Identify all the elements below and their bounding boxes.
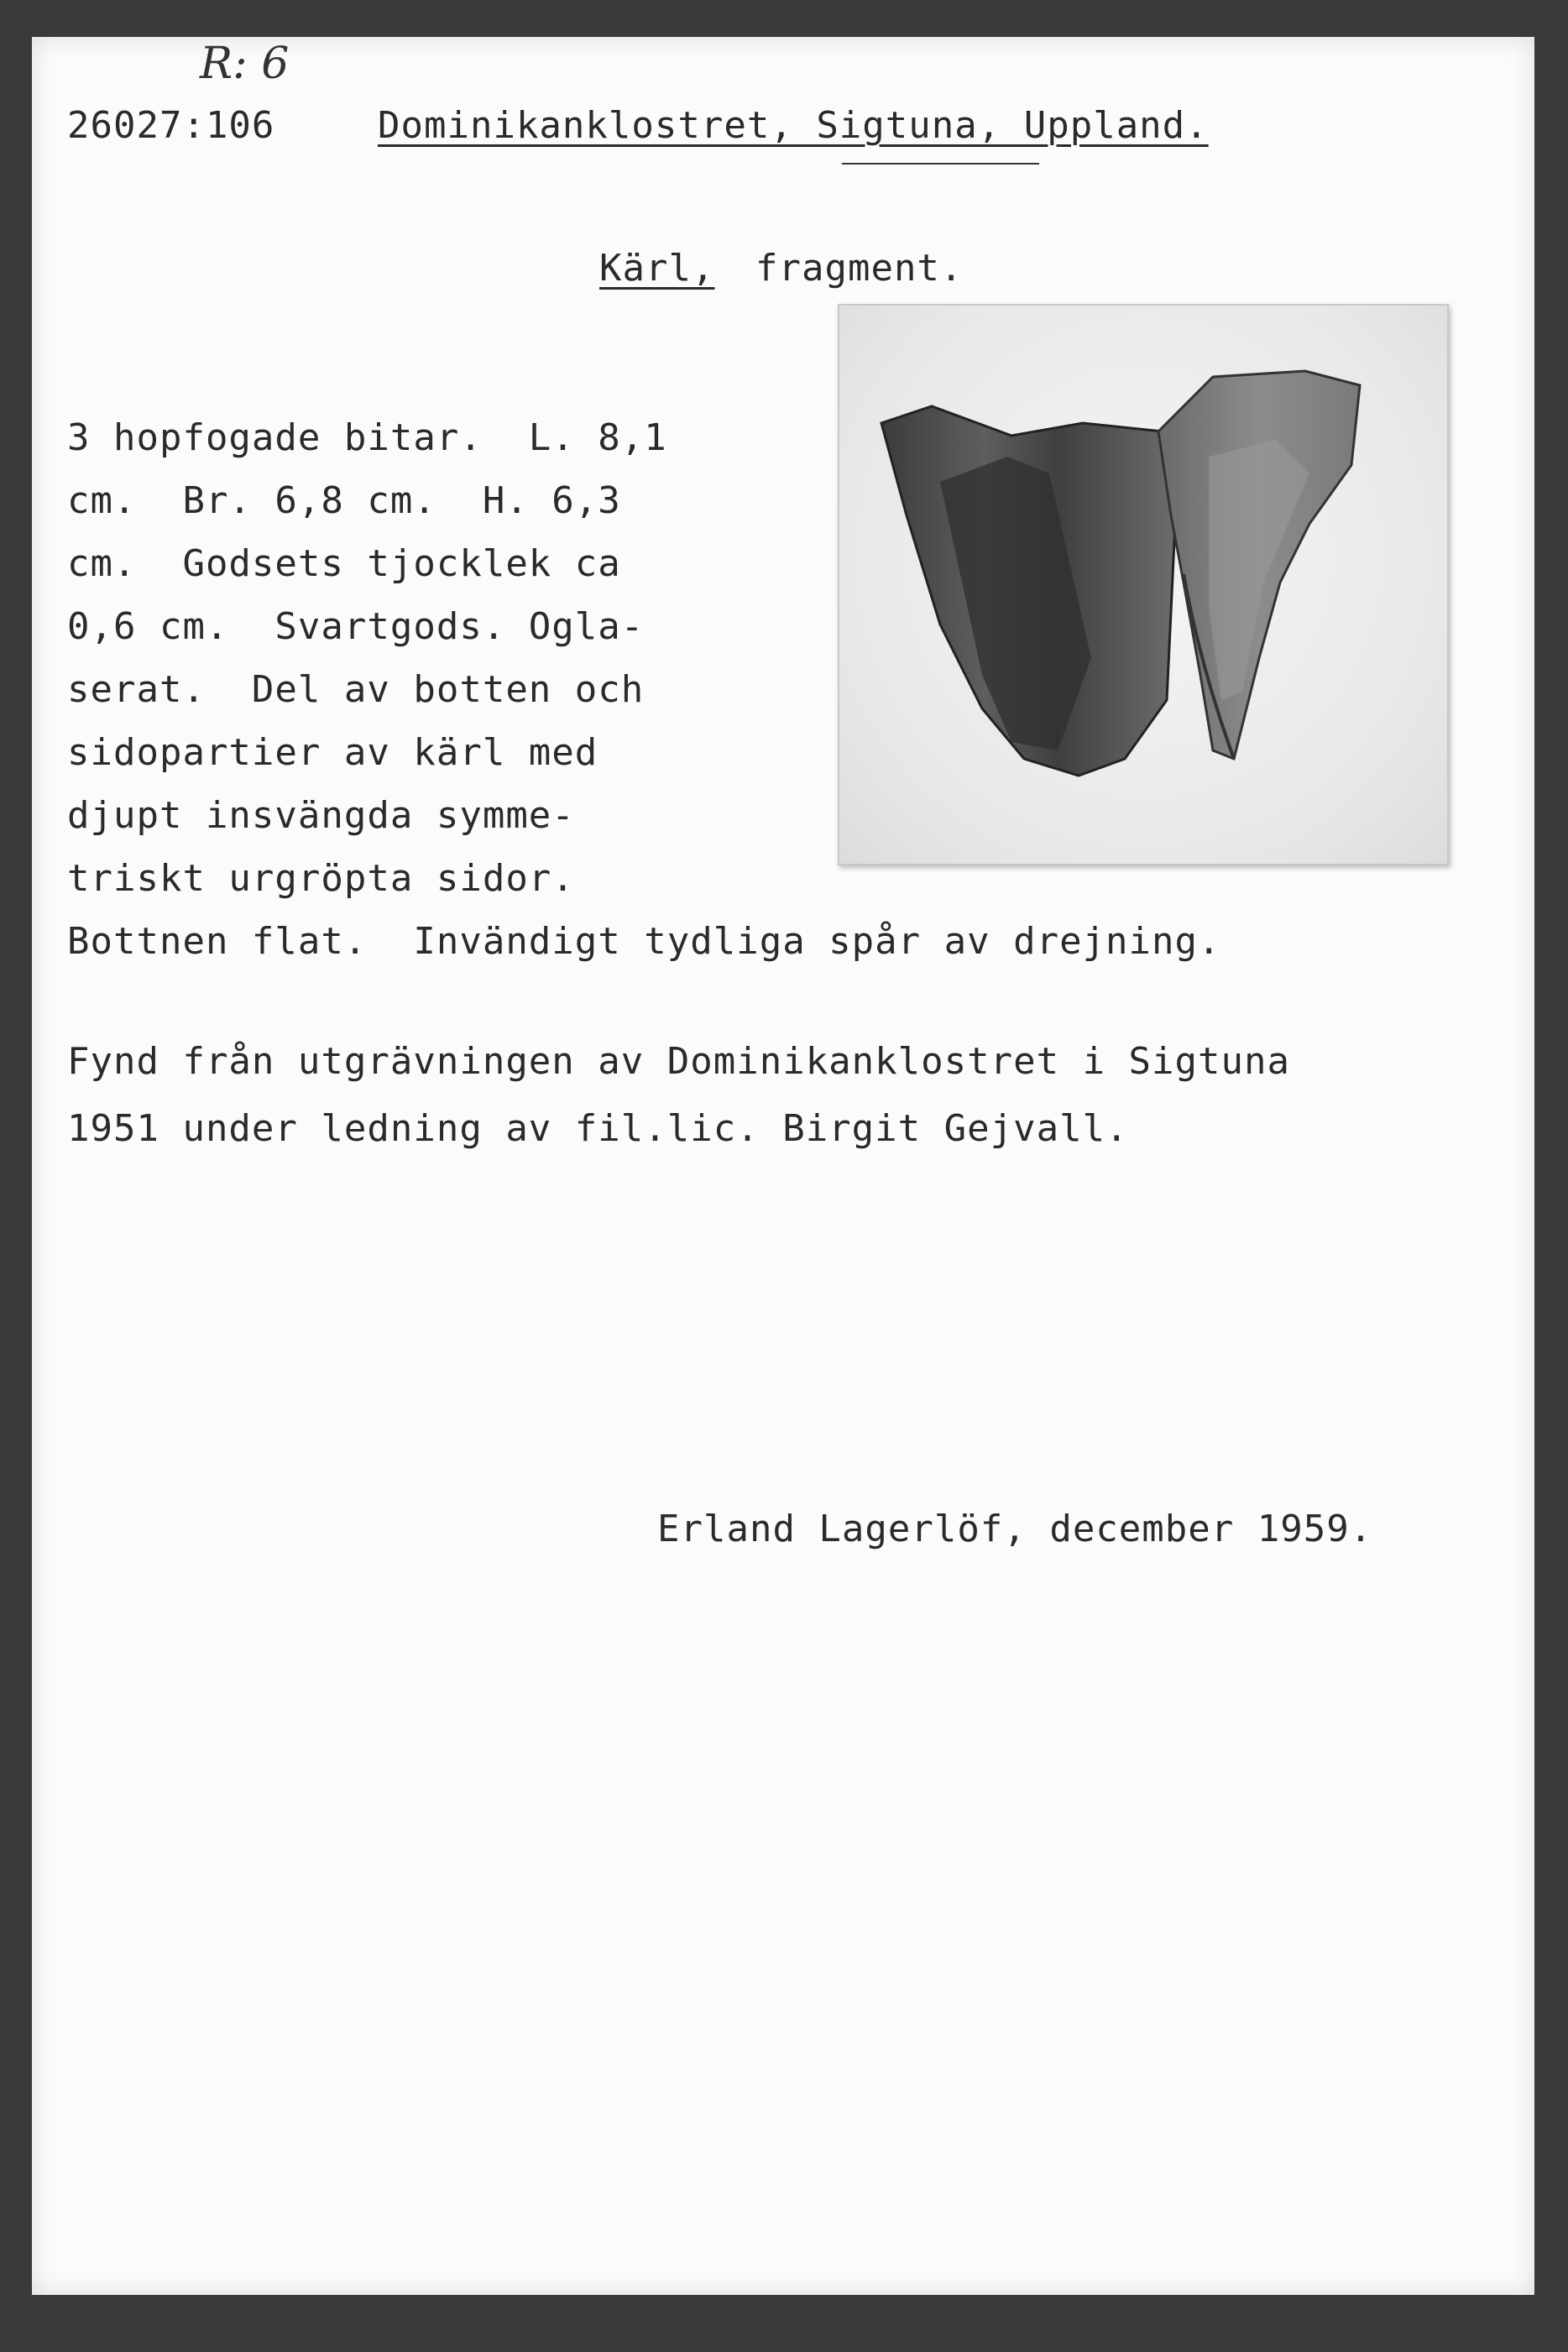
description-line-2: cm. Br. 6,8 cm. H. 6,3 bbox=[67, 479, 621, 522]
handwritten-mark: R: 6 bbox=[200, 39, 290, 89]
description-line-4: 0,6 cm. Svartgods. Ogla- bbox=[67, 605, 645, 648]
description-line-3: cm. Godsets tjocklek ca bbox=[67, 542, 621, 585]
find-note-line-2: 1951 under ledning av fil.lic. Birgit Gejvall. bbox=[67, 1107, 1129, 1150]
title-rule bbox=[842, 163, 1039, 165]
object-qualifier: fragment. bbox=[755, 247, 964, 290]
description-line-1: 3 hopfogade bitar. L. 8,1 bbox=[67, 416, 667, 459]
object-name: Kärl, bbox=[599, 247, 715, 290]
artifact-photo bbox=[838, 304, 1449, 865]
find-note-line-1: Fynd från utgrävningen av Dominikanklostret i Sigtuna bbox=[67, 1040, 1290, 1083]
location-title: Dominikanklostret, Sigtuna, Uppland. bbox=[378, 104, 1209, 147]
vessel-fragment-illustration bbox=[839, 306, 1447, 864]
description-line-5: serat. Del av botten och bbox=[67, 668, 645, 711]
catalog-card bbox=[32, 37, 1534, 2295]
signature-line: Erland Lagerlöf, december 1959. bbox=[657, 1508, 1373, 1550]
description-line-9: Bottnen flat. Invändigt tydliga spår av drejning. bbox=[67, 920, 1221, 963]
description-line-8: triskt urgröpta sidor. bbox=[67, 857, 575, 900]
description-line-6: sidopartier av kärl med bbox=[67, 731, 598, 774]
catalog-number: 26027:106 bbox=[67, 104, 275, 147]
description-line-7: djupt insvängda symme- bbox=[67, 794, 575, 837]
